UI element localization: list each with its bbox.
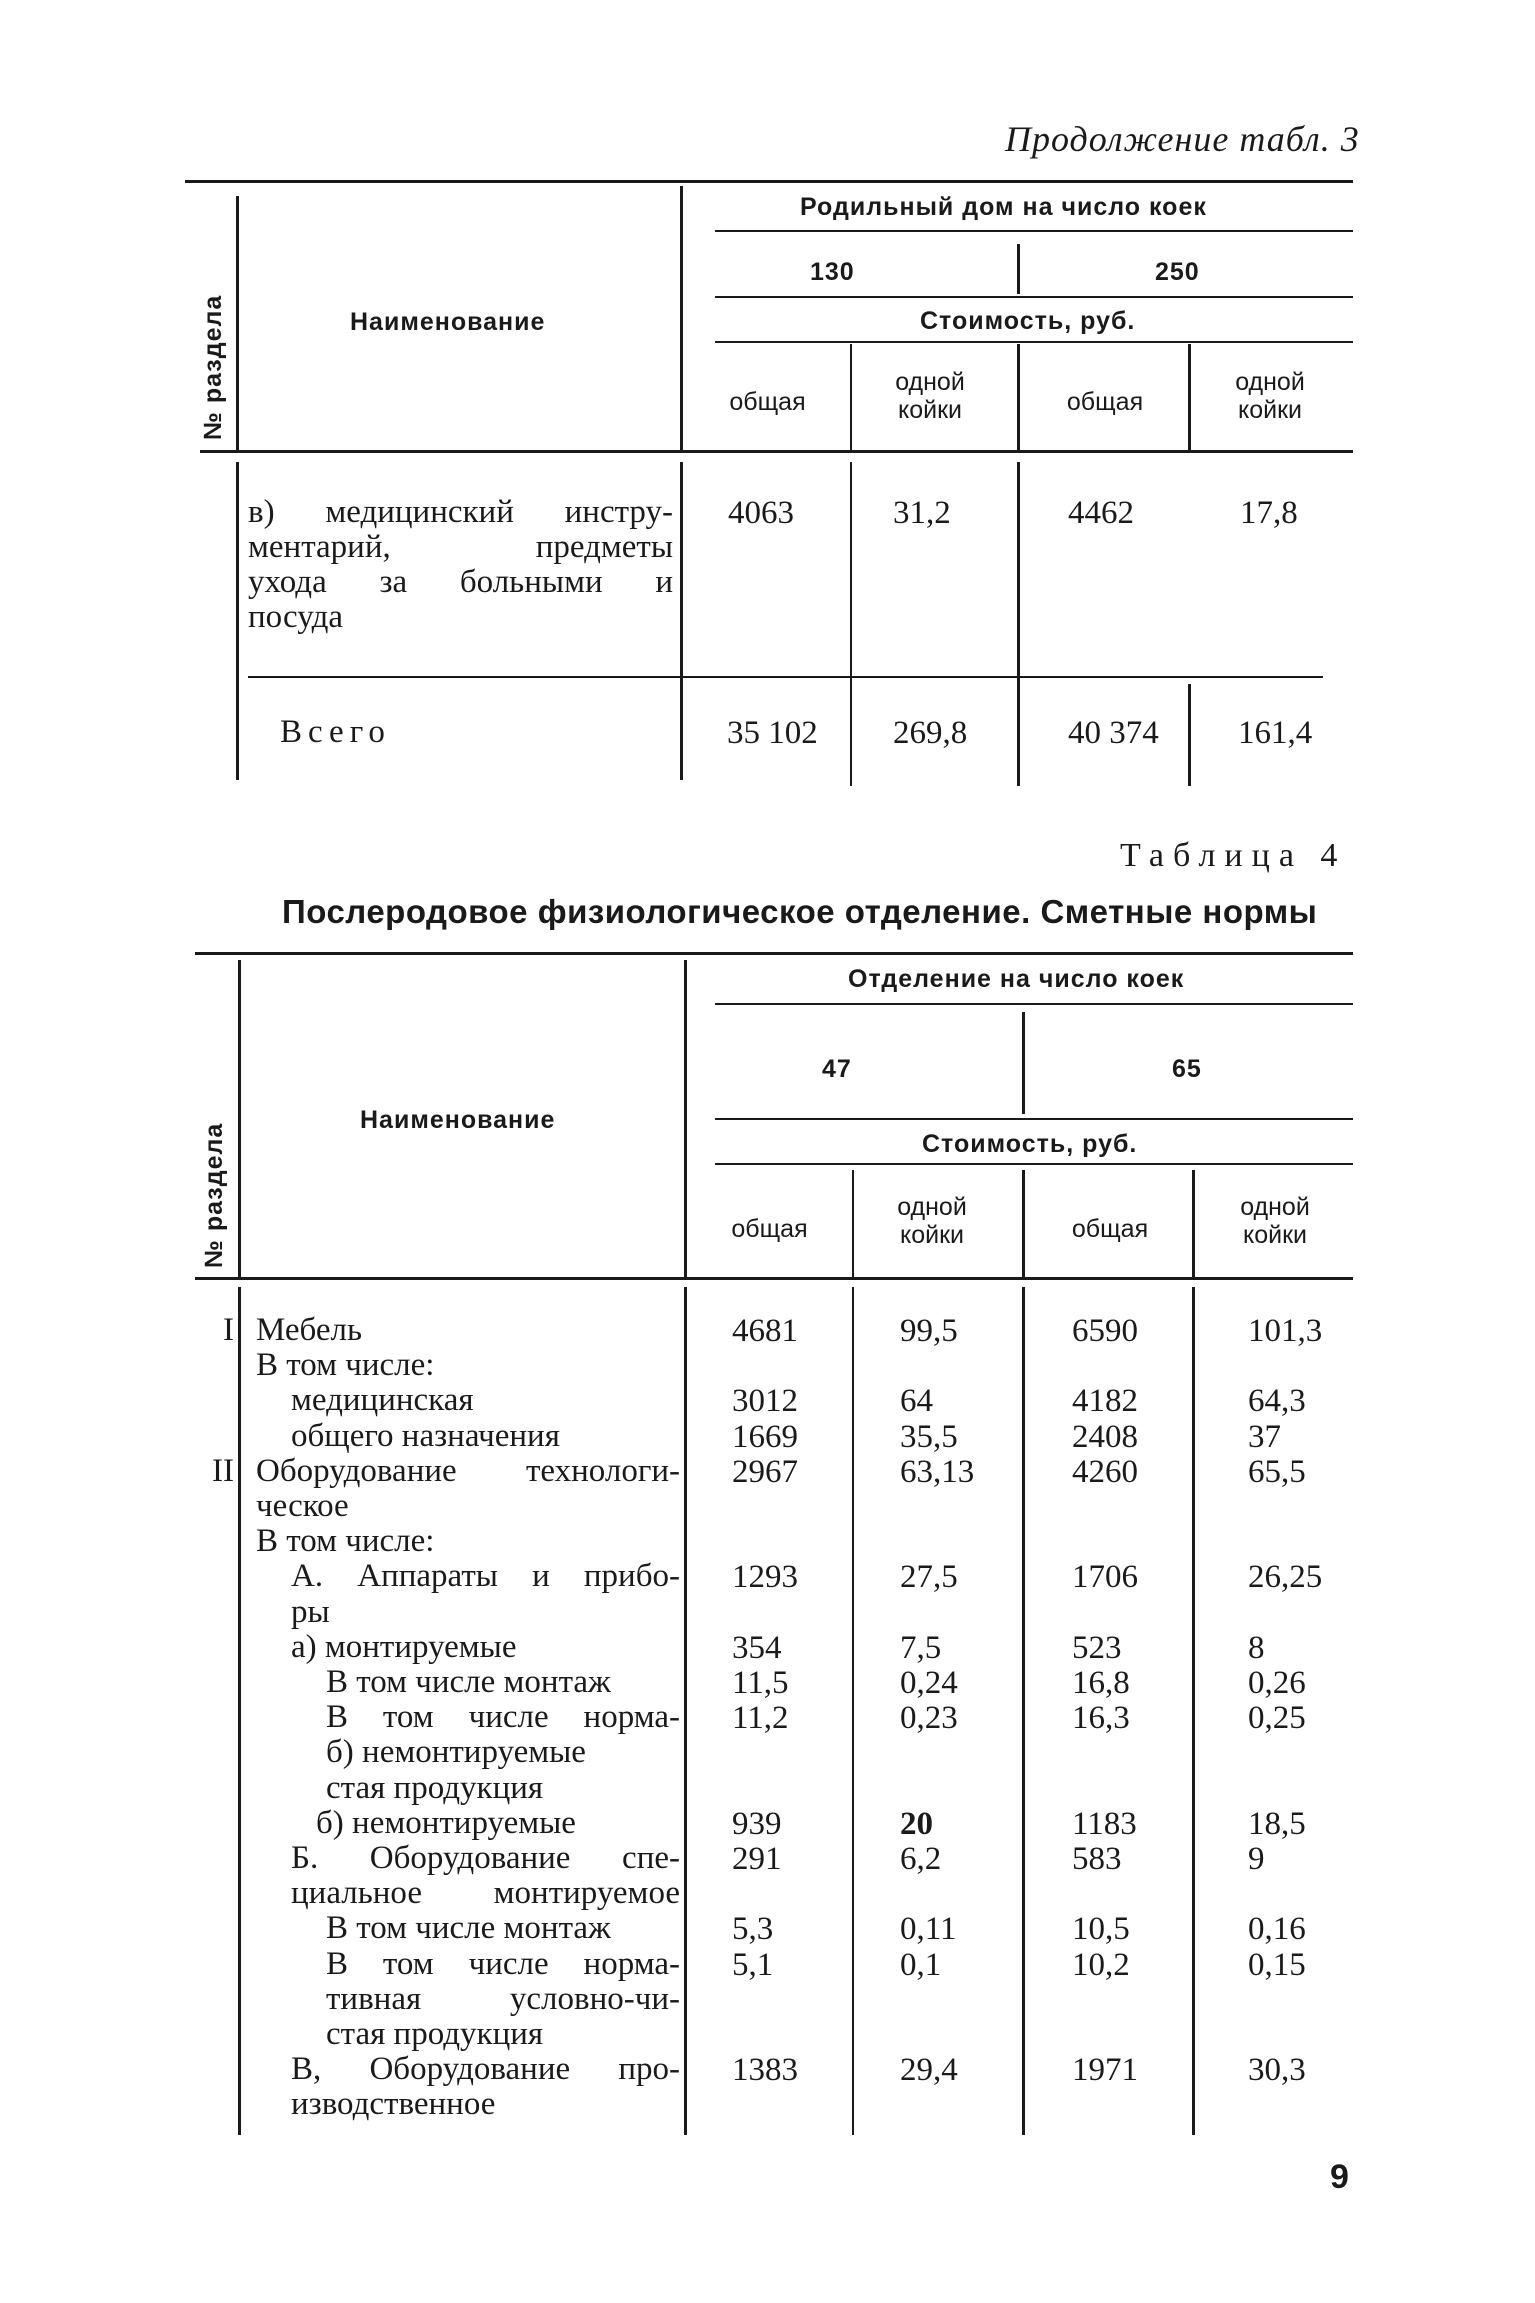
table-3-cost-header: Стоимость, руб. — [920, 307, 1136, 335]
table-4-name-cell: В том числе монтаж — [326, 1910, 611, 1946]
table-3-divider — [1188, 684, 1191, 786]
table-4-name-cell: б) немонтируемые — [326, 1734, 586, 1770]
table-4-name-cell: В том числе монтаж — [326, 1664, 611, 1700]
table-3-total-label: Всего — [280, 714, 391, 750]
table-4-cell: 8 — [1248, 1630, 1265, 1666]
table-4-top-rule — [195, 952, 1353, 955]
table-4-col-name: Наименование — [360, 1106, 556, 1134]
table-3-divider — [850, 462, 852, 786]
table-4-name-cell: Б. Оборудование спе- — [291, 1840, 680, 1876]
table-4-col-section: № раздела — [200, 1122, 228, 1268]
table-4-cell: 1383 — [732, 2052, 798, 2088]
table-4-cell: 18,5 — [1248, 1806, 1306, 1842]
table-3-cell: 161,4 — [1238, 715, 1313, 751]
table-4-rule — [715, 1003, 1353, 1005]
table-4-cell: 939 — [732, 1806, 782, 1842]
table-3-rule — [715, 296, 1353, 298]
table-4-cell: 20 — [900, 1806, 933, 1842]
table-4-cell: 5,1 — [732, 1947, 774, 1983]
table-4-sub-total-2: общая — [1071, 1215, 1149, 1243]
table-3-row-name-line: посуда — [248, 599, 344, 635]
table-4-name-cell: стая продукция — [326, 2016, 544, 2052]
table-4-beds-2: 65 — [1172, 1055, 1202, 1083]
table-4-cell: 4681 — [732, 1313, 798, 1349]
table-3-divider — [236, 462, 239, 780]
table-4-rule — [715, 1118, 1353, 1120]
table-4-name-cell: общего назначения — [291, 1418, 560, 1454]
table-4-cell: 64,3 — [1248, 1383, 1306, 1419]
table-3-rule — [715, 341, 1353, 343]
table-4-name-cell: ческое — [256, 1488, 349, 1524]
table-4-name-cell: ры — [291, 1594, 330, 1630]
table-4-name-cell: В том числе: — [256, 1347, 435, 1383]
table-4-divider — [684, 960, 687, 1277]
table-3-sub-total-1: общая — [729, 388, 806, 416]
table-4-cell: 0,25 — [1248, 1700, 1306, 1736]
table-4-cell: 30,3 — [1248, 2052, 1306, 2088]
table-4-name-cell: В том числе норма- — [326, 1699, 680, 1735]
table-4-sub-perbed-2: одной койки — [1240, 1193, 1310, 1249]
table-4-cell: 354 — [732, 1630, 782, 1666]
table-4-cell: 99,5 — [900, 1313, 958, 1349]
table-4-cell: 2967 — [732, 1454, 798, 1490]
table-3-row-name — [248, 495, 673, 635]
table-4-cell: 9 — [1248, 1841, 1265, 1877]
table-4-cell: 11,2 — [732, 1700, 789, 1736]
table-4-cell: 63,13 — [900, 1454, 975, 1490]
table-4-cell: 101,3 — [1248, 1313, 1323, 1349]
table-3-cell: 40 374 — [1068, 715, 1159, 751]
table-3-beds-1: 130 — [810, 258, 855, 286]
table-4-divider — [1192, 1170, 1195, 1277]
table-4-cell: 0,16 — [1248, 1911, 1306, 1947]
table-3-group-header: Родильный дом на число коек — [800, 193, 1207, 221]
table-4-cell: 1706 — [1072, 1559, 1138, 1595]
table-4-sub-total-1: общая — [731, 1215, 808, 1243]
table-4-section-cell: I — [223, 1312, 234, 1348]
table-4-cell: 4260 — [1072, 1454, 1138, 1490]
table-4-name-cell: В том числе норма- — [326, 1946, 680, 1982]
table-4-cell: 583 — [1072, 1841, 1122, 1877]
table-4-cell: 5,3 — [732, 1911, 774, 1947]
table-4-cell: 35,5 — [900, 1419, 958, 1455]
table-4-cell: 523 — [1072, 1630, 1122, 1666]
table-4-cell: 6590 — [1072, 1313, 1138, 1349]
table-4-cell: 3012 — [732, 1383, 798, 1419]
table-3-divider — [1188, 344, 1191, 450]
table-4-divider — [684, 1287, 687, 2135]
table-4-divider — [1022, 1287, 1025, 2135]
table-3-divider — [1017, 244, 1020, 294]
table-3-cell: 31,2 — [893, 495, 951, 531]
table-4-cell: 0,26 — [1248, 1665, 1306, 1701]
table-4-section-cell: II — [212, 1453, 234, 1489]
table-4-cell: 64 — [900, 1383, 933, 1419]
table-3-cell: 4063 — [728, 495, 794, 531]
page-number: 9 — [1330, 2158, 1349, 2196]
table-3-divider — [850, 344, 852, 450]
table-4-divider — [852, 1287, 854, 2135]
table-3-header-rule — [200, 450, 1353, 453]
table-4-divider — [1022, 1170, 1025, 1277]
table-4-cell: 16,8 — [1072, 1665, 1130, 1701]
table-4-divider — [238, 1287, 241, 2135]
table-4-cell: 291 — [732, 1841, 782, 1877]
table-4-rule — [715, 1163, 1353, 1165]
table-3-cell: 17,8 — [1240, 495, 1298, 531]
table-3-rule — [248, 676, 1323, 678]
table-4-cell: 26,25 — [1248, 1559, 1323, 1595]
table-3-beds-2: 250 — [1155, 258, 1200, 286]
table-4-name-cell: изводственное — [291, 2086, 496, 2122]
table-3-rule — [715, 230, 1353, 232]
table-3-cell: 4462 — [1068, 495, 1134, 531]
table-4-cell: 6,2 — [900, 1841, 942, 1877]
table-3-divider — [1017, 344, 1020, 450]
table-3-divider — [1017, 462, 1020, 786]
table-4-divider — [1192, 1287, 1195, 2135]
table-3-divider — [680, 462, 683, 780]
table-4-name-cell: медицинская — [291, 1382, 474, 1418]
table-3-col-section: № раздела — [199, 294, 227, 440]
table-4-cell: 0,24 — [900, 1665, 958, 1701]
table-4-cell: 1183 — [1072, 1806, 1137, 1842]
table-4-cell: 0,11 — [900, 1911, 957, 1947]
table-4-beds-1: 47 — [822, 1055, 852, 1083]
table-3-row-name-line: ментарий, предметы — [248, 529, 673, 565]
table-4-name-cell: а) монтируемые — [291, 1629, 517, 1665]
table-4-cell: 37 — [1248, 1419, 1281, 1455]
table-4-cell: 1669 — [732, 1419, 798, 1455]
table-4-title: Послеродовое физиологическое отделение. Сметные нормы — [282, 893, 1318, 930]
table-4-name-cell: Оборудование технологи- — [256, 1453, 680, 1489]
table-3-cell: 35 102 — [727, 715, 818, 751]
table-4-name-cell: В, Оборудование про- — [291, 2051, 680, 2087]
table-4-cell: 0,23 — [900, 1700, 958, 1736]
table-4-name-cell: А. Аппараты и прибо- — [291, 1558, 680, 1594]
table-4-name-cell: стая продукция — [326, 1770, 544, 1806]
table-4-cell: 65,5 — [1248, 1454, 1306, 1490]
table-3-divider — [680, 186, 683, 450]
table-4-divider — [852, 1170, 854, 1277]
table-4-divider — [238, 960, 241, 1277]
table-4-sub-perbed-1: одной койки — [897, 1193, 967, 1249]
table-4-cell: 29,4 — [900, 2052, 958, 2088]
table-4-divider — [1022, 1012, 1025, 1114]
table-3-sub-total-2: общая — [1066, 388, 1144, 416]
table-4-cost-header: Стоимость, руб. — [922, 1130, 1138, 1158]
table-4-cell: 10,5 — [1072, 1911, 1130, 1947]
table-4-name-cell: тивная условно-чи- — [326, 1981, 680, 2017]
table-4-cell: 10,2 — [1072, 1947, 1130, 1983]
table-3-sub-perbed-2: одной койки — [1235, 368, 1305, 424]
table-4-cell: 16,3 — [1072, 1700, 1130, 1736]
table-4-cell: 0,1 — [900, 1947, 942, 1983]
table-3-col-name: Наименование — [350, 308, 546, 336]
table-3-top-rule — [185, 180, 1353, 183]
table-3-sub-perbed-1: одной койки — [895, 368, 965, 424]
table-4-cell: 27,5 — [900, 1559, 958, 1595]
table-3-row-name-line: ухода за больными и — [248, 564, 673, 600]
table-4-cell: 0,15 — [1248, 1947, 1306, 1983]
table-4-name-cell: Мебель — [256, 1312, 363, 1348]
table-4-cell: 2408 — [1072, 1419, 1138, 1455]
table-4-cell: 1293 — [732, 1559, 798, 1595]
table-4-cell: 7,5 — [900, 1630, 942, 1666]
table-3-cell: 269,8 — [893, 715, 968, 751]
table-4-name-cell: циальное монтируемое — [291, 1875, 680, 1911]
table-3-row-name-line: в) медицинский инстру- — [248, 494, 673, 530]
continuation-label: Продолжение табл. 3 — [1005, 119, 1360, 159]
table-4-header-rule — [195, 1277, 1353, 1280]
table-4-name-cell: б) немонтируемые — [316, 1805, 576, 1841]
table-4-cell: 1971 — [1072, 2052, 1138, 2088]
table-4-name-cell: В том числе: — [256, 1523, 435, 1559]
table-4-label: Таблица 4 — [1120, 837, 1347, 874]
table-4-group-header: Отделение на число коек — [848, 965, 1185, 993]
table-4-cell: 4182 — [1072, 1383, 1138, 1419]
table-4-cell: 11,5 — [732, 1665, 789, 1701]
table-3-divider — [236, 196, 239, 450]
